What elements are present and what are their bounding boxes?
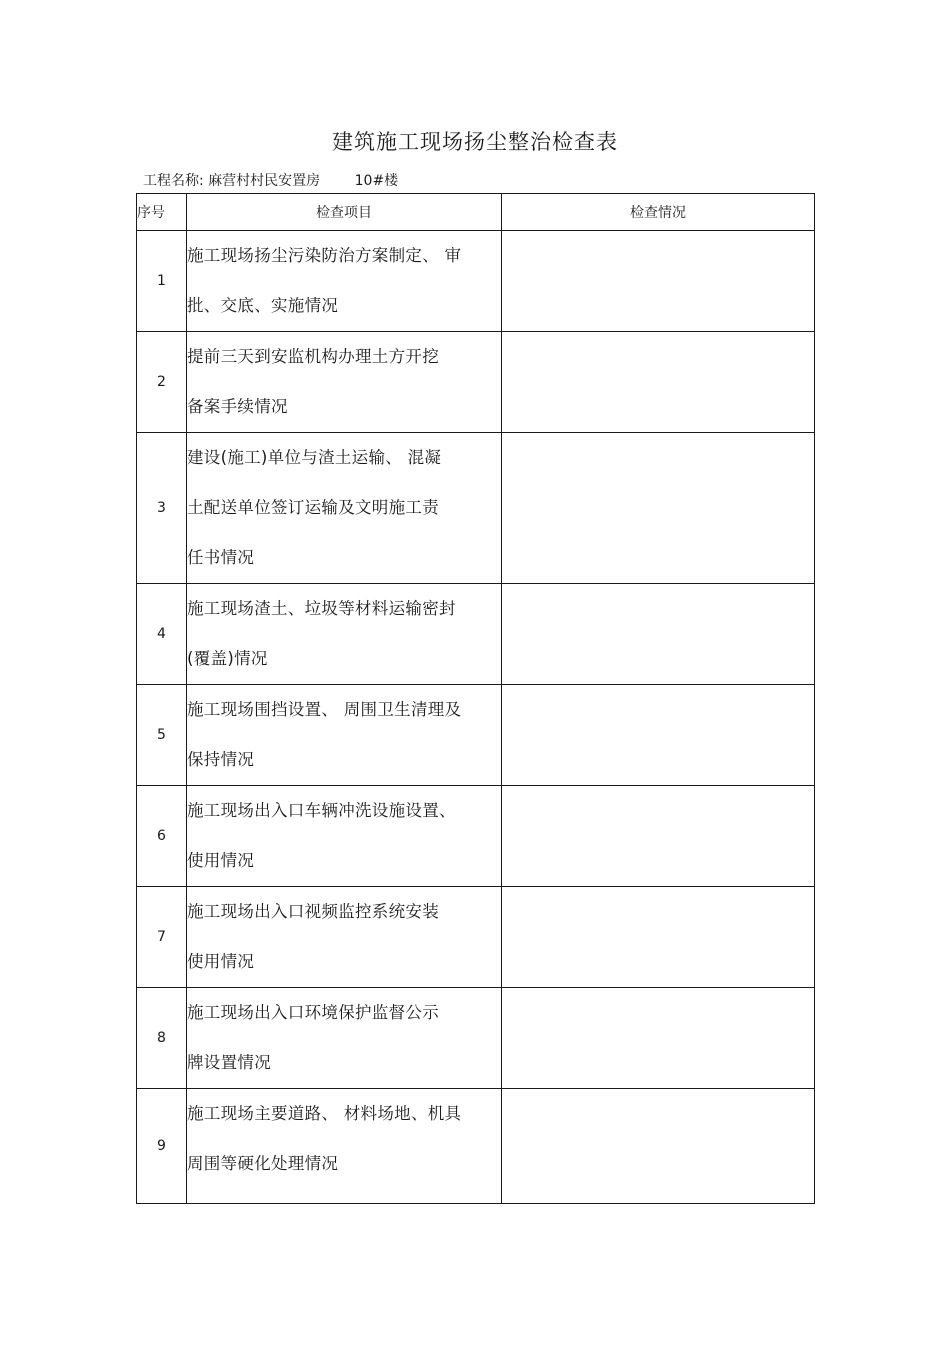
item-line: 建设(施工)单位与渣土运输、 混凝 — [187, 448, 442, 467]
item-line: 牌设置情况 — [187, 1053, 271, 1072]
project-name: 麻营村村民安置房 — [208, 173, 321, 189]
table-header-row — [137, 194, 815, 231]
item-line: 施工现场渣土、垃圾等材料运输密封 — [187, 599, 456, 618]
row-number: 8 — [137, 988, 187, 1089]
table-row — [137, 584, 815, 685]
row-item — [187, 988, 502, 1089]
item-line: 施工现场围挡设置、 周围卫生清理及 — [187, 700, 462, 719]
row-result-cell[interactable] — [502, 584, 815, 685]
table-row — [137, 433, 815, 584]
table-row — [137, 1089, 815, 1204]
row-item — [187, 786, 502, 887]
row-item — [187, 584, 502, 685]
table-row — [137, 332, 815, 433]
row-item — [187, 685, 502, 786]
item-line: 使用情况 — [187, 851, 255, 870]
row-result-cell[interactable] — [502, 332, 815, 433]
item-line: 施工现场扬尘污染防治方案制定、 审 — [187, 246, 462, 265]
item-line: 备案手续情况 — [187, 397, 288, 416]
row-number: 6 — [137, 786, 187, 887]
table-row — [137, 786, 815, 887]
row-number: 2 — [137, 332, 187, 433]
item-line: 任书情况 — [187, 548, 255, 567]
table-row — [137, 231, 815, 332]
row-number: 5 — [137, 685, 187, 786]
header-item: 检查项目 — [187, 194, 502, 231]
item-line: 使用情况 — [187, 952, 255, 971]
item-line: 施工现场出入口环境保护监督公示 — [187, 1003, 439, 1022]
row-number: 7 — [137, 887, 187, 988]
row-result-cell[interactable] — [502, 433, 815, 584]
row-number: 3 — [137, 433, 187, 584]
row-result-cell[interactable] — [502, 685, 815, 786]
document-title: 建筑施工现场扬尘整治检查表 — [332, 130, 618, 154]
row-result-cell[interactable] — [502, 988, 815, 1089]
project-label: 工程名称: — [143, 173, 204, 189]
item-line: 施工现场主要道路、 材料场地、机具 — [187, 1104, 462, 1123]
project-info — [143, 170, 398, 190]
row-result-cell[interactable] — [502, 231, 815, 332]
header-no: 序号 — [137, 194, 187, 231]
row-number: 4 — [137, 584, 187, 685]
item-line: 土配送单位签订运输及文明施工责 — [187, 498, 439, 517]
inspection-table — [136, 193, 815, 1204]
table-row — [137, 887, 815, 988]
row-result-cell[interactable] — [502, 1089, 815, 1204]
row-item — [187, 231, 502, 332]
item-line: 保持情况 — [187, 750, 255, 769]
row-item — [187, 1089, 502, 1204]
item-line: 批、交底、实施情况 — [187, 296, 339, 315]
item-line: 提前三天到安监机构办理土方开挖 — [187, 347, 439, 366]
header-result: 检查情况 — [502, 194, 815, 231]
item-line: 周围等硬化处理情况 — [187, 1154, 339, 1173]
item-line: 施工现场出入口视频监控系统安装 — [187, 902, 439, 921]
row-result-cell[interactable] — [502, 786, 815, 887]
row-item — [187, 433, 502, 584]
row-number: 9 — [137, 1089, 187, 1204]
table-row — [137, 685, 815, 786]
row-item — [187, 887, 502, 988]
row-item — [187, 332, 502, 433]
row-number: 1 — [137, 231, 187, 332]
item-line: 施工现场出入口车辆冲洗设施设置、 — [187, 801, 456, 820]
row-result-cell[interactable] — [502, 887, 815, 988]
table-row — [137, 988, 815, 1089]
item-line: (覆盖)情况 — [187, 649, 268, 668]
project-building: 10#楼 — [354, 173, 399, 189]
